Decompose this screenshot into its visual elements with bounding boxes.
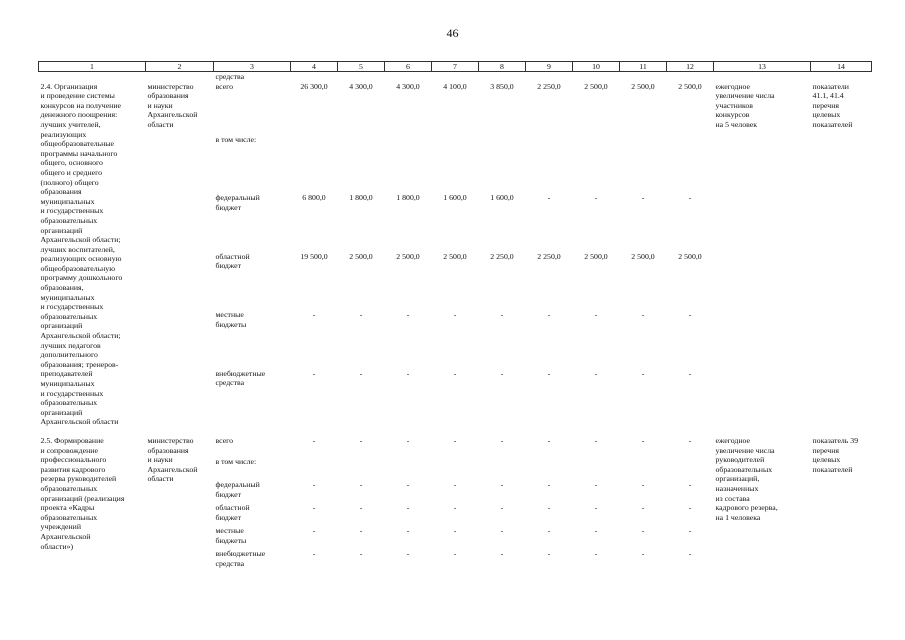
funding-value: - <box>359 479 363 489</box>
column-number-cell: 10 <box>573 62 620 72</box>
funding-value: - <box>453 502 457 512</box>
funding-value: - <box>594 310 598 320</box>
funding-value: - <box>406 548 410 558</box>
funding-value: 3 850,0 <box>490 81 514 91</box>
funding-value: - <box>688 368 692 378</box>
funding-value: 2 500,0 <box>631 81 655 91</box>
expected-result: ежегодное увеличение числа руководителей образовательных организаций, назначенных из состава кадрового резерва, на 1 человека <box>715 435 778 522</box>
funding-source-label: в том числе: <box>215 456 257 466</box>
funding-value: - <box>547 525 551 535</box>
funding-source-label: федеральный бюджет <box>215 479 260 499</box>
funding-value: - <box>641 548 645 558</box>
column-number-cell: 11 <box>620 62 667 72</box>
column-number-cell: 5 <box>338 62 385 72</box>
funding-source-label: внебюджетные средства <box>215 548 266 568</box>
funding-value: - <box>547 548 551 558</box>
source-row <box>39 436 872 457</box>
funding-value: 2 250,0 <box>537 251 561 261</box>
funding-value: - <box>594 193 598 203</box>
measure-name: 2.5. Формирование и сопровождение профессионального развития кадрового резерва руководителей образовательных организаций (реализация проекта «Кадры образовательных учреждений Архангельской области») <box>40 435 125 551</box>
funding-value: - <box>500 525 504 535</box>
funding-value: - <box>547 502 551 512</box>
funding-value: - <box>641 502 645 512</box>
funding-value: - <box>500 479 504 489</box>
column-number-cell: 13 <box>714 62 811 72</box>
funding-value: 2 500,0 <box>396 251 420 261</box>
funding-value: - <box>500 502 504 512</box>
column-number-cell: 6 <box>385 62 432 72</box>
funding-value <box>667 135 714 193</box>
funding-value <box>479 135 526 193</box>
funding-value: - <box>500 435 504 445</box>
funding-value: - <box>500 368 504 378</box>
funding-value: - <box>312 548 316 558</box>
funding-value: - <box>594 435 598 445</box>
funding-source-label: местные бюджеты <box>215 525 247 545</box>
funding-value <box>526 457 573 480</box>
funding-value: - <box>312 479 316 489</box>
funding-value: - <box>406 368 410 378</box>
funding-value: 1 800,0 <box>349 193 373 203</box>
funding-value <box>291 135 338 193</box>
column-number-cell: 4 <box>291 62 338 72</box>
funding-source-label: внебюджетные средства <box>215 368 266 388</box>
funding-value: - <box>359 435 363 445</box>
column-number-cell: 9 <box>526 62 573 72</box>
funding-value: 1 600,0 <box>443 193 467 203</box>
executor: министерство образования и науки Архангельской области <box>147 435 198 484</box>
funding-value: - <box>359 368 363 378</box>
funding-value <box>526 135 573 193</box>
funding-value: 2 500,0 <box>678 81 702 91</box>
funding-source-label: в том числе: <box>215 134 257 144</box>
column-number-cell: 12 <box>667 62 714 72</box>
funding-value: - <box>688 310 692 320</box>
funding-value: - <box>547 479 551 489</box>
funding-value: - <box>453 435 457 445</box>
funding-value: - <box>359 525 363 535</box>
funding-value: - <box>547 193 551 203</box>
executor: министерство образования и науки Архангельской области <box>147 81 198 129</box>
funding-value: - <box>312 525 316 535</box>
column-number-cell: 7 <box>432 62 479 72</box>
expected-result: ежегодное увеличение числа участников конкурсов на 5 человек <box>715 81 775 129</box>
funding-value: - <box>312 435 316 445</box>
measure-name: 2.4. Организация и проведение системы конкурсов на получение денежного поощрения: лучших учителей, реализующих общеобразовательные программы начального общего, основного общего и среднего (полного) общего образования муниципальных и государственных образовательных организаций Архангельской области; лучших воспитателей, реализующих основную общеобразовательную программу дошкольного образования, муниципальных и государственных образовательных организаций Архангельской области; лучших педагогов дополнительного образования; тренеров- преподавателей муниципальных и государственных образовательных организаций Архангельской области <box>40 81 123 427</box>
funding-value: - <box>547 368 551 378</box>
funding-value: - <box>406 435 410 445</box>
target-indicators: показатели 41.1, 41.4 перечня целевых показателей <box>812 81 853 129</box>
funding-value: - <box>594 479 598 489</box>
column-number-row <box>39 62 872 72</box>
funding-value: - <box>641 525 645 535</box>
page-number: 46 <box>446 26 459 40</box>
funding-value: - <box>312 310 316 320</box>
funding-value: - <box>688 435 692 445</box>
funding-value: 2 500,0 <box>631 251 655 261</box>
funding-value: - <box>359 502 363 512</box>
funding-value <box>432 457 479 480</box>
funding-value <box>338 457 385 480</box>
funding-source-label: федеральный бюджет <box>215 193 260 212</box>
funding-value <box>620 457 667 480</box>
funding-source-label: местные бюджеты <box>215 310 247 329</box>
funding-value: - <box>688 525 692 535</box>
funding-value: 2 250,0 <box>490 251 514 261</box>
funding-value <box>573 135 620 193</box>
funding-value: 2 500,0 <box>443 251 467 261</box>
funding-value: - <box>594 368 598 378</box>
funding-value: - <box>500 548 504 558</box>
column-number-cell: 1 <box>39 62 146 72</box>
funding-value <box>620 135 667 193</box>
funding-value <box>667 457 714 480</box>
funding-value: - <box>453 548 457 558</box>
funding-value: - <box>453 525 457 535</box>
funding-value: 1 600,0 <box>490 193 514 203</box>
funding-value: - <box>688 479 692 489</box>
funding-value: - <box>547 310 551 320</box>
continuation-label: средства <box>215 72 245 81</box>
funding-value: - <box>688 548 692 558</box>
funding-value: 19 500,0 <box>300 251 328 261</box>
funding-value: - <box>594 525 598 535</box>
funding-source-label: всего <box>215 435 234 445</box>
column-number-cell: 8 <box>479 62 526 72</box>
source-row <box>39 82 872 135</box>
funding-value: - <box>453 368 457 378</box>
funding-source-label: областной бюджет <box>215 502 250 522</box>
funding-value: - <box>359 548 363 558</box>
funding-value: 26 300,0 <box>300 81 328 91</box>
funding-value: - <box>641 310 645 320</box>
funding-value: - <box>312 368 316 378</box>
funding-value <box>385 457 432 480</box>
funding-value: - <box>641 479 645 489</box>
program-measures-table <box>38 61 872 572</box>
funding-value: 2 500,0 <box>584 251 608 261</box>
funding-value: - <box>594 548 598 558</box>
continuation-row <box>39 72 872 82</box>
row-spacer <box>39 427 872 436</box>
funding-value: - <box>641 435 645 445</box>
funding-value <box>479 457 526 480</box>
funding-value: - <box>688 193 692 203</box>
funding-value <box>338 135 385 193</box>
funding-value: 4 100,0 <box>443 81 467 91</box>
funding-value: - <box>688 502 692 512</box>
funding-value: - <box>453 479 457 489</box>
funding-value: - <box>359 310 363 320</box>
funding-value <box>573 457 620 480</box>
funding-value: - <box>312 502 316 512</box>
funding-value: - <box>641 368 645 378</box>
column-number-cell: 2 <box>146 62 214 72</box>
funding-value: - <box>406 310 410 320</box>
funding-value <box>385 135 432 193</box>
funding-value: 1 800,0 <box>396 193 420 203</box>
funding-value <box>291 457 338 480</box>
funding-value: - <box>500 310 504 320</box>
funding-value: - <box>406 502 410 512</box>
funding-value: - <box>406 479 410 489</box>
funding-value: 2 250,0 <box>537 81 561 91</box>
column-number-cell: 3 <box>214 62 291 72</box>
funding-source-label: всего <box>215 81 234 91</box>
funding-value: - <box>547 435 551 445</box>
funding-value: - <box>594 502 598 512</box>
funding-value: 6 800,0 <box>302 193 326 203</box>
funding-value: 2 500,0 <box>584 81 608 91</box>
funding-value: 2 500,0 <box>678 251 702 261</box>
column-number-cell: 14 <box>811 62 872 72</box>
funding-value: 4 300,0 <box>349 81 373 91</box>
funding-value: - <box>453 310 457 320</box>
funding-value: - <box>406 525 410 535</box>
funding-value: - <box>641 193 645 203</box>
funding-value: 4 300,0 <box>396 81 420 91</box>
funding-value: 2 500,0 <box>349 251 373 261</box>
target-indicators: показатель 39 перечня целевых показателей <box>812 435 859 474</box>
funding-value <box>432 135 479 193</box>
funding-source-label: областной бюджет <box>215 251 250 271</box>
